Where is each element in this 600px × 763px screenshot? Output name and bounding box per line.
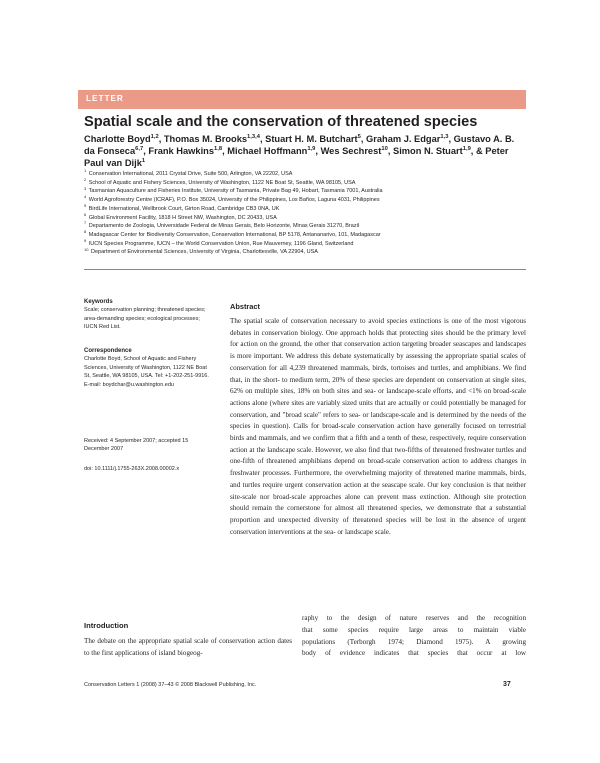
header-divider <box>84 269 526 270</box>
affiliation-item <box>84 248 524 257</box>
introduction-line: populations (Terborgh 1974; Diamond 1975). A growing <box>302 637 526 646</box>
affiliation-text: Department of Environmental Sciences, University of Virginia, Charlottesville, VA 22904, USA <box>89 249 318 256</box>
affiliation-item <box>84 222 524 231</box>
author-name: Charlotte Boyd <box>84 134 151 144</box>
author-affiliation-marker: 1 <box>141 158 146 165</box>
affiliation-number: 4 <box>84 194 87 200</box>
article-type-banner <box>78 90 526 109</box>
affiliation-text: Departamento de Zoologia, Universidade Federal de Minas Gerais, Belo Horizonte, Minas Gerais 31270, Brazil <box>87 223 360 230</box>
author-name: Wes Sechrest <box>320 146 382 157</box>
footer-citation: Conservation Letters 1 (2008) 37–43 © 2008 Blackwell Publishing, Inc. <box>84 682 257 688</box>
author-affiliation-marker: 1,2 <box>150 133 159 140</box>
affiliation-list <box>84 170 524 257</box>
affiliation-text: Tasmanian Aquaculture and Fisheries Institute, University of Tasmania, Private Bag 49, Hobart, Tasmania 7001, Australia <box>87 188 383 195</box>
correspondence-block <box>84 347 214 389</box>
abstract-text: The spatial scale of conservation necessary to avoid species extinctions is one of the most vigorous debates in conservation biology. One approach holds that protecting sites should be the primary level for action on the ground, the other that conservation action targeting broader seascapes and landscapes is more important. We address this debate systematically by assessing the appropriate spatial scales of conservation for all 4,239 threatened mammals, birds, tortoises and turtles, and amphibians. We find that, in the short- to medium term, 20% of these species are dependent on conservation at single sites, 62% on multiple sites, 18% on both sites and sea- or landscape-scale efforts, and <1% on broad-scale actions alone (where sites are variably sized units that are actually or could potentially be managed for conservation, and "broad scale" refers to sea- or landscape-scale and is determined by the needs of the species in question). Calls for broad-scale conservation action have generally focused on terrestrial birds and mammals, and we confirm that a fifth and a tenth of these, respectively, require conservation action at the landscape scale. However, we also find that two-fifths of threatened freshwater turtles and one-fifth of threatened amphibians depend on broad-scale conservation action to address changes in freshwater processes. Furthermore, the overwhelming majority of threatened marine mammals, birds, and turtles require urgent conservation action at the seascape scale. Our key conclusion is that neither site-scale nor broad-scale approaches alone can prevent mass extinction. Although site protection should remain the cornerstone for almost all threatened species, we demonstrate that a substantial proportion and unexpected diversity of threatened species will be lost in the absence of urgent conservation interventions at the sea- or landscape scale. <box>230 317 526 536</box>
affiliation-number: 5 <box>84 202 87 208</box>
author-affiliation-marker: 1,9 <box>462 146 471 153</box>
abstract-heading: Abstract <box>230 302 260 311</box>
affiliation-number: 9 <box>84 237 87 243</box>
introduction-column-1: The debate on the appropriate spatial scale of conservation action dates to the first applications of island biogeog- <box>84 637 292 657</box>
introduction-line: that some species require large areas to maintain viable <box>302 625 526 634</box>
introduction-heading: Introduction <box>84 621 129 630</box>
affiliation-item <box>84 196 524 205</box>
affiliation-item <box>84 202 524 214</box>
author-affiliation-marker: 5 <box>357 133 361 140</box>
author-list: Charlotte Boyd$^{1,2}$, Thomas M. Brooks$^{1,3,4}$, Stuart H. M. Butchart$^5$, Graham J. Edgar$^{1,3}$, Gustavo A. B. da Fonseca$^{6,7}$, Frank Hawkins$^{1,8}$, Michael Hoffmann$^{1,9}$, Wes Sechrest$^{10}$, Simon N. Stuart$^{1,9}$, & Peter Paul van Dijk$^1$ <box>84 133 515 169</box>
author-name: Thomas M. Brooks <box>163 134 248 144</box>
author-affiliation-marker: 1,3,4 <box>247 133 260 140</box>
affiliation-text: Global Environment Facility, 1818 H Street NW, Washington, DC 20433, USA <box>87 214 277 221</box>
affiliation-text: World Agroforestry Centre (ICRAF), P.O. Box 35024, University of the Philippines, Los Baños, Laguna 4031, Philippines <box>87 197 380 204</box>
correspondence-email: E-mail: boydchar@u.washington.edu <box>84 381 174 388</box>
keywords-heading: Keywords <box>84 299 113 305</box>
keywords-text: Scale; conservation planning; threatened species; area-demanding species; ecological processes; IUCN Red List. <box>84 307 206 331</box>
affiliation-number: 3 <box>84 185 87 191</box>
affiliation-number: 6 <box>84 211 87 217</box>
affiliation-item <box>84 176 524 188</box>
author-affiliation-marker: 6,7 <box>135 146 144 153</box>
affiliation-item <box>84 170 524 179</box>
affiliation-text: BirdLife International, Wellbrook Court, Girton Road, Cambridge CB3 0NA, UK <box>87 205 280 212</box>
author-name: Simon N. Stuart <box>393 146 463 157</box>
introduction-line: raphy to the design of nature reserves and the recognition <box>302 614 526 622</box>
author-name: Gustavo A. B. da Fonseca <box>84 134 515 157</box>
correspondence-heading: Correspondence <box>84 348 132 354</box>
introduction-column-2 <box>302 613 526 660</box>
author-name: Peter Paul van Dijk <box>84 146 509 169</box>
received-dates: Received: 4 September 2007; accepted 15 December 2007 <box>84 438 189 453</box>
author-name: Michael Hoffmann <box>227 146 308 157</box>
article-type-label: LETTER <box>86 94 124 103</box>
correspondence-text: Charlotte Boyd, School of Aquatic and Fishery Sciences, University of Washington, 1122 NE Boat St, Seattle, WA 98105, USA. Tel: +1-202-251-9916. <box>84 356 209 380</box>
author-affiliation-marker: 10 <box>381 146 388 153</box>
affiliation-text: School of Aquatic and Fishery Sciences, University of Washington, 1122 NE Boat St, Seattle, WA 98105, USA <box>87 179 356 186</box>
author-affiliation-marker: 1,8 <box>214 146 223 153</box>
keywords-block <box>84 298 214 332</box>
affiliation-text: Conservation International, 2011 Crystal Drive, Suite 500, Arlington, VA 22202, USA <box>87 171 293 177</box>
affiliation-item <box>84 211 524 226</box>
affiliation-text: IUCN Species Programme, IUCN – the World Conservation Union, Rue Mauverney, 1196 Gland, Switzerland <box>87 240 354 247</box>
author-name: Stuart H. M. Butchart <box>265 134 358 144</box>
page-number: 37 <box>503 681 511 688</box>
author-affiliation-marker: 1,3 <box>440 133 449 140</box>
author-affiliation-marker: 1,9 <box>307 146 316 153</box>
affiliation-item <box>84 237 524 249</box>
affiliation-text: Madagascar Center for Biodiversity Conservation, Conservation International, BP 5178, Antananarivo, 101, Madagascar <box>87 231 381 238</box>
affiliation-item <box>84 231 524 240</box>
affiliation-number: 1 <box>84 168 87 174</box>
article-title: Spatial scale and the conservation of threatened species <box>84 114 478 130</box>
affiliation-item <box>84 187 524 196</box>
affiliation-number: 2 <box>84 176 87 182</box>
author-name: Graham J. Edgar <box>366 134 441 144</box>
affiliation-number: 8 <box>84 229 87 235</box>
author-name: Frank Hawkins <box>148 146 215 157</box>
doi: doi: 10.1111/j.1755-263X.2008.00002.x <box>84 466 180 472</box>
affiliation-number: 10 <box>84 246 89 252</box>
affiliation-number: 7 <box>84 220 87 226</box>
introduction-line: body of evidence indicates that species that occur at low <box>302 649 526 658</box>
